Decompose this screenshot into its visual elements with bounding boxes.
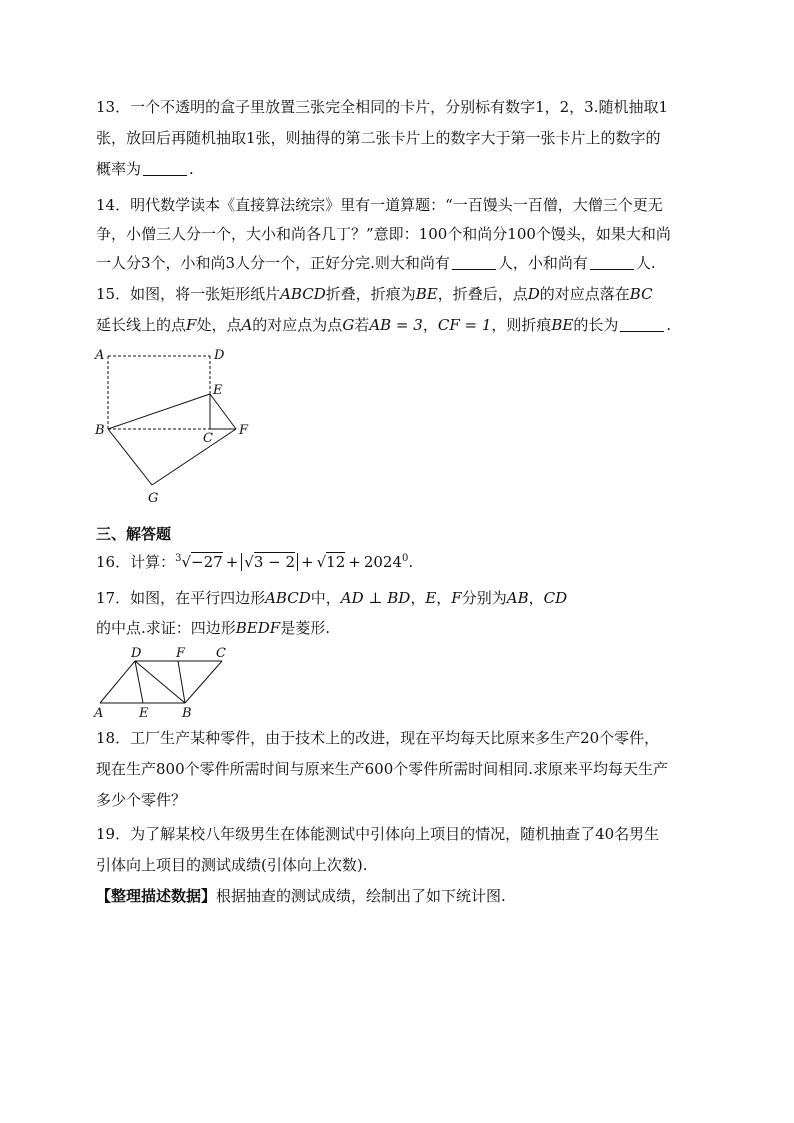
text: 折叠，折痕为 [325, 285, 416, 303]
q16-line [96, 549, 413, 572]
math: BEDF [235, 619, 281, 637]
math: ABCD [265, 589, 311, 607]
text: ， [410, 589, 426, 607]
q13-line3 [96, 159, 194, 179]
label-A: A [95, 348, 105, 363]
label-C: C [216, 646, 226, 661]
q19-line2: 引体向上项目的测试成绩(引体向上次数). [96, 856, 368, 874]
math: AB = 3 [369, 316, 423, 334]
q13-line1: 13．一个不透明的盒子里放置三张完全相同的卡片，分别标有数字1，2，3.随机抽取1 [96, 98, 669, 116]
q18-line2: 现在生产800个零件所需时间与原来生产600个零件所需时间相同.求原来平均每天生产 [96, 760, 669, 778]
q14-line3 [96, 253, 656, 273]
math: CD [543, 589, 568, 607]
edge-BC [185, 661, 222, 703]
abs-inner: 3 − 2 [253, 553, 296, 571]
text: . [666, 316, 672, 334]
text: ， [436, 589, 452, 607]
label-A: A [94, 706, 104, 721]
label-E: E [139, 706, 149, 721]
text: 分别为 [461, 589, 507, 607]
text: 根据抽查的测试成绩，绘制出了如下统计图. [216, 887, 506, 905]
q15-line2 [96, 315, 671, 335]
q14-line3-b: 人，小和尚有 [497, 254, 588, 272]
edge-BG [108, 429, 152, 485]
edge-GF [152, 429, 236, 485]
label-D: D [214, 348, 225, 363]
label-F: F [176, 646, 186, 661]
text: 的长为 [573, 316, 619, 334]
label-D: D [131, 646, 142, 661]
text: 处，点 [196, 316, 242, 334]
text: 的对应点落在 [539, 285, 630, 303]
text: 15．如图，将一张矩形纸片 [96, 285, 281, 303]
q17-figure [88, 645, 248, 723]
math: G [342, 316, 355, 334]
text: 若 [354, 316, 370, 334]
op: + [348, 553, 361, 571]
edge-EF [210, 394, 236, 429]
math: BC [629, 285, 653, 303]
math: F [186, 316, 197, 334]
math: D [527, 285, 540, 303]
q19-line1: 19．为了解某校八年级男生在体能测试中引体向上项目的情况，随机抽查了40名男生 [96, 825, 660, 843]
cbrt-index: 3 [175, 553, 182, 564]
q18-line1: 18．工厂生产某种零件，由于技术上的改进，现在平均每天比原来多生产20个零件， [96, 729, 660, 747]
edge-AD [100, 661, 135, 703]
math: ABCD [280, 285, 326, 303]
text: . [408, 553, 414, 571]
math: CF = 1 [437, 316, 492, 334]
q17-line1 [96, 588, 567, 608]
edge-BE [108, 394, 210, 429]
q13-line3-prefix: 概率为 [96, 160, 142, 178]
radical-sign: √ [244, 553, 254, 571]
label-G: G [148, 491, 159, 506]
q14-line3-c: 人. [635, 254, 656, 272]
q19-line3 [96, 886, 506, 906]
answer-blank [143, 161, 187, 176]
radical-sign: √ [181, 553, 192, 571]
cbrt-radicand: −27 [191, 553, 223, 571]
text: ， [528, 589, 544, 607]
q13-line3-suffix: . [189, 160, 194, 178]
text: 的中点.求证：四边形 [96, 619, 236, 637]
sqrt-radicand: 12 [326, 553, 346, 571]
answer-blank [452, 255, 496, 270]
label-F: F [239, 423, 249, 438]
answer-blank [590, 255, 634, 270]
math: BE [415, 285, 438, 303]
text: ，则折痕 [491, 316, 552, 334]
q13-line2: 张，放回后再随机抽取1张，则抽得的第二张卡片上的数字大于第一张卡片上的数字的 [96, 129, 661, 147]
math: F [451, 589, 462, 607]
text: 中， [310, 589, 341, 607]
op: + [225, 553, 239, 571]
q14-line1: 14．明代数学读本《直接算法统宗》里有一道算题：“一百馒头一百僧，大僧三个更无 [96, 196, 663, 214]
section-title: 三、解答题 [96, 525, 172, 543]
q14-line3-a: 一人分3个，小和尚3人分一个，正好分完.则大和尚有 [96, 254, 450, 272]
label-E: E [213, 383, 223, 398]
abs-value [241, 553, 298, 571]
math: A [241, 316, 253, 334]
q18-line3: 多少个零件？ [96, 791, 187, 809]
text: ，折叠后，点 [437, 285, 528, 303]
label-B: B [95, 423, 105, 438]
year: 2024 [363, 553, 403, 571]
math: BE [551, 316, 574, 334]
label-C: C [203, 431, 213, 446]
radical-sign: √ [316, 553, 327, 571]
math: AB [506, 589, 529, 607]
q14-line2: 争，小僧三人分一个，大小和尚各几丁？”意即：100个和尚分100个馒头，如果大和尚 [96, 225, 671, 243]
text: ， [422, 316, 438, 334]
edge-FB [178, 661, 185, 703]
answer-blank [620, 317, 664, 332]
q15-line1 [96, 284, 653, 304]
edge-DB [135, 661, 185, 703]
text: 延长线上的点 [96, 316, 187, 334]
q15-figure [88, 342, 258, 508]
text: 16．计算： [96, 553, 176, 571]
math: AD ⊥ BD [340, 589, 411, 607]
op: + [301, 553, 314, 571]
section-heading: 【整理描述数据】 [96, 887, 217, 905]
text: 是菱形. [280, 619, 330, 637]
text: 17．如图，在平行四边形 [96, 589, 266, 607]
math: E [425, 589, 437, 607]
exponent: 0 [402, 553, 409, 564]
label-B: B [182, 706, 192, 721]
text: 的对应点为点 [252, 316, 343, 334]
q17-line2 [96, 618, 330, 638]
